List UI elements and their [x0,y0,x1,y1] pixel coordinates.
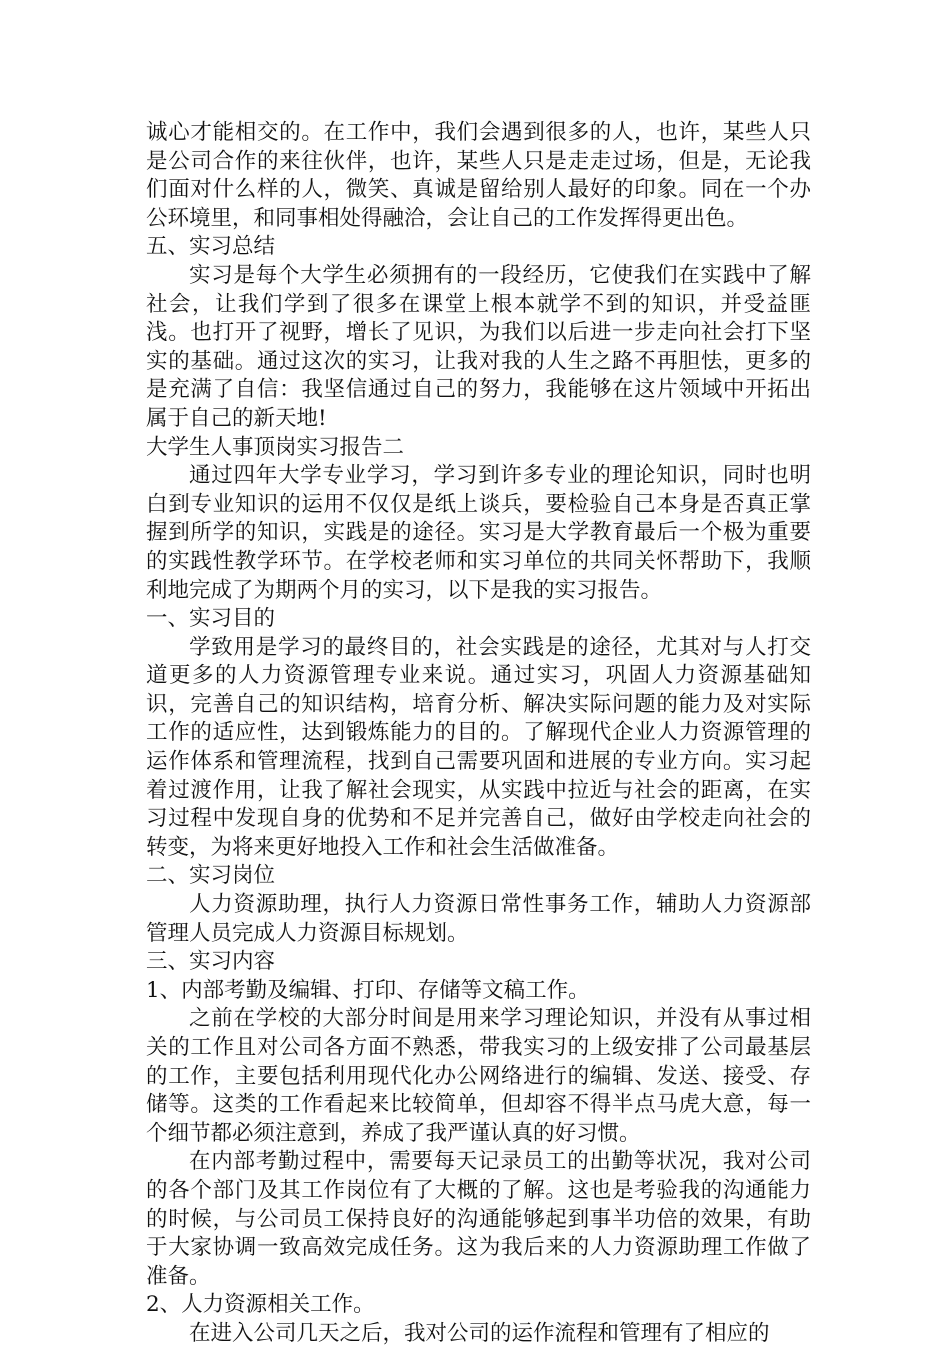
section-heading: 五、实习总结 [146,234,276,260]
section-heading: 三、实习内容 [146,949,276,975]
body-paragraph: 人力资源助理，执行人力资源日常性事务工作，辅助人力资源部管理人员完成人力资源目标规划。 [146,892,811,946]
section-heading: 一、实习目的 [146,606,276,632]
body-paragraph: 在内部考勤过程中，需要每天记录员工的出勤等状况，我对公司的各个部门及其工作岗位有了大概的了解。这也是考验我的沟通能力的时候，与公司员工保持良好的沟通能够起到事半功倍的效果，有助于大家协调一致高效完成任务。这为我后来的人力资源助理工作做了准备。 [146,1149,811,1289]
section-heading: 二、实习岗位 [146,863,276,889]
subsection-heading: 1、内部考勤及编辑、打印、存储等文稿工作。 [146,977,590,1003]
body-paragraph: 学致用是学习的最终目的，社会实践是的途径，尤其对与人打交道更多的人力资源管理专业来说。通过实习，巩固人力资源基础知识，完善自己的知识结构，培育分析、解决实际问题的能力及对实际工作的适应性，达到锻炼能力的目的。了解现代企业人力资源管理的运作体系和管理流程，找到自己需要巩固和进展的专业方向。实习起着过渡作用，让我了解社会现实，从实践中拉近与社会的距离，在实习过程中发现自身的优势和不足并完善自己，做好由学校走向社会的转变，为将来更好地投入工作和社会生活做准备。 [146,634,811,860]
body-paragraph: 在进入公司几天之后，我对公司的运作流程和管理有了相应的 [189,1320,770,1346]
body-paragraph: 之前在学校的大部分时间是用来学习理论知识，并没有从事过相关的工作且对公司各方面不熟悉，带我实习的上级安排了公司最基层的工作，主要包括利用现代化办公网络进行的编辑、发送、接受、存储等。这类的工作看起来比较简单，但却容不得半点马虎大意，每一个细节都必须注意到，养成了我严谨认真的好习惯。 [146,1006,811,1146]
subsection-heading: 2、人力资源相关工作。 [146,1292,375,1318]
body-paragraph: 实习是每个大学生必须拥有的一段经历，它使我们在实践中了解社会，让我们学到了很多在课堂上根本就学不到的知识，并受益匪浅。也打开了视野，增长了见识，为我们以后进一步走向社会打下坚实的基础。通过这次的实习，让我对我的人生之路不再胆怯，更多的是充满了自信：我坚信通过自己的努力，我能够在这片领域中开拓出属于自己的新天地! [146,262,811,431]
document-page [146,119,811,1349]
body-paragraph: 通过四年大学专业学习，学习到许多专业的理论知识，同时也明白到专业知识的运用不仅仅是纸上谈兵，要检验自己本身是否真正掌握到所学的知识，实践是的途径。实习是大学教育最后一个极为重要的实践性教学环节。在学校老师和实习单位的共同关怀帮助下，我顺利地完成了为期两个月的实习，以下是我的实习报告。 [146,463,811,603]
report-title: 大学生人事顶岗实习报告二 [146,434,405,460]
body-paragraph: 诚心才能相交的。在工作中，我们会遇到很多的人，也许，某些人只是公司合作的来往伙伴，也许，某些人只是走走过场，但是，无论我们面对什么样的人，微笑、真诚是留给别人最好的印象。同在一个办公环境里，和同事相处得融洽，会让自己的工作发挥得更出色。 [146,120,811,231]
